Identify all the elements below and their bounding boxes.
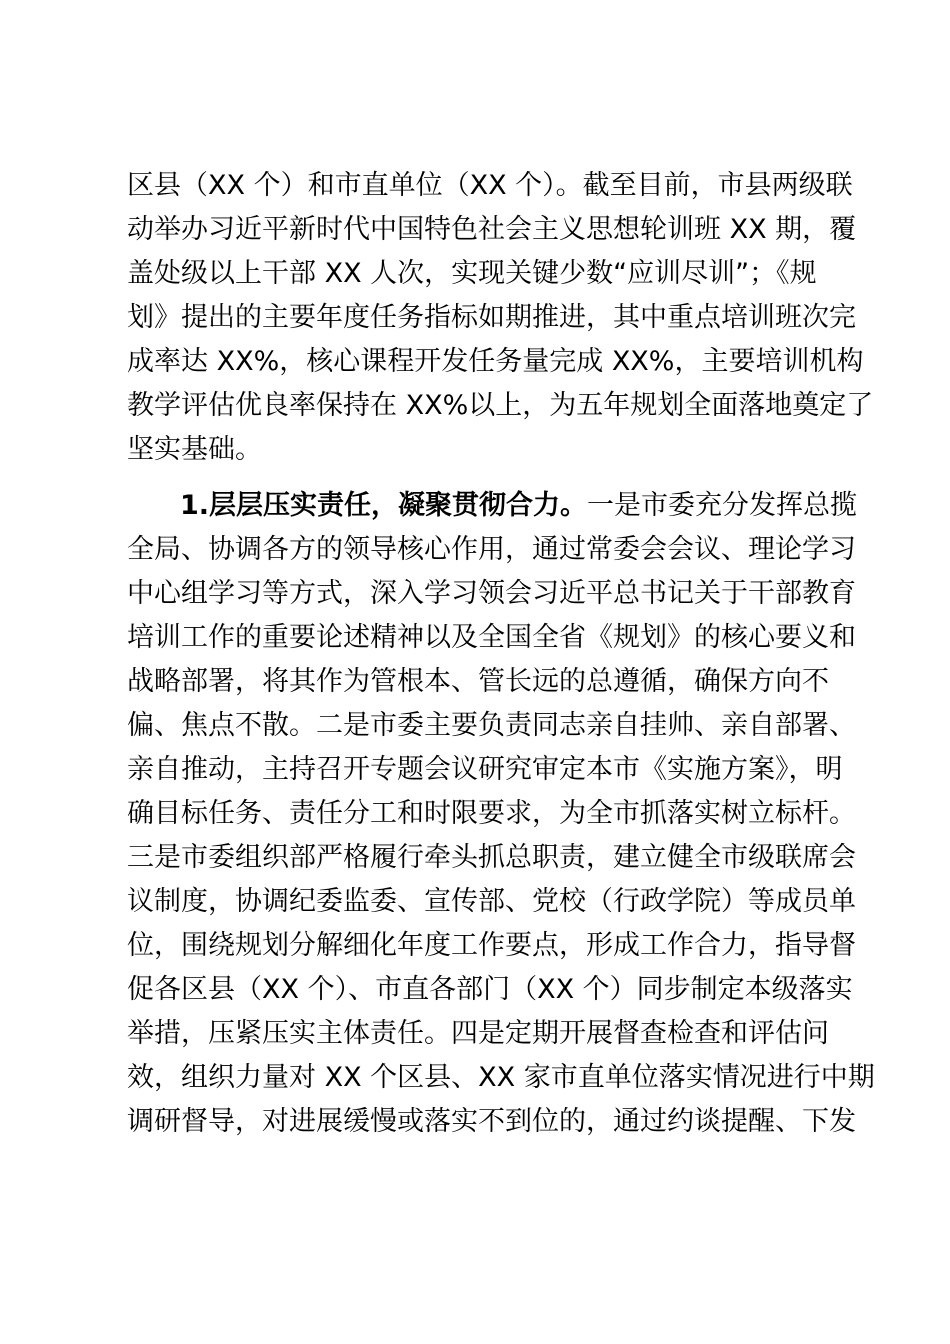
- text-line: 动举办习近平新时代中国特色社会主义思想轮训班 XX 期，覆: [127, 214, 857, 245]
- text-line: 效，组织力量对 XX 个区县、XX 家市直单位落实情况进行中期: [127, 1062, 875, 1093]
- text-line: 议制度，协调纪委监委、宣传部、党校（行政学院）等成员单: [127, 886, 856, 917]
- text-line: 全局、协调各方的领导核心作用，通过常委会会议、理论学习: [127, 534, 856, 565]
- text-line: 坚实基础。: [127, 434, 262, 465]
- text-line: 教学评估优良率保持在 XX%以上，为五年规划全面落地奠定了: [127, 390, 874, 421]
- text-line: 中心组学习等方式，深入学习领会习近平总书记关于干部教育: [127, 578, 856, 609]
- section-first-line: [180, 484, 857, 528]
- text-line: 区县（XX 个）和市直单位（XX 个）。截至目前，市县两级联: [127, 170, 853, 201]
- text-line: 偏、焦点不散。二是市委主要负责同志亲自挂帅、亲自部署、: [127, 710, 856, 741]
- text-line: 战略部署，将其作为管根本、管长远的总遵循，确保方向不: [127, 666, 829, 697]
- text-line: 举措，压紧压实主体责任。四是定期开展督查检查和评估问: [127, 1018, 829, 1049]
- text-line: 亲自推动，主持召开专题会议研究审定本市《实施方案》，明: [127, 754, 843, 785]
- text-line: 三是市委组织部严格履行牵头抓总职责，建立健全市级联席会: [127, 842, 856, 873]
- text-line: 位，围绕规划分解细化年度工作要点，形成工作合力，指导督: [127, 930, 856, 961]
- text-line: 培训工作的重要论述精神以及全国全省《规划》的核心要义和: [127, 622, 856, 653]
- text-line: 成率达 XX%，核心课程开发任务量完成 XX%，主要培训机构: [127, 346, 864, 377]
- text-line: 调研督导，对进展缓慢或落实不到位的，通过约谈提醒、下发: [127, 1106, 856, 1137]
- text-line: 划》提出的主要年度任务指标如期推进，其中重点培训班次完: [127, 302, 856, 333]
- text-line: 促各区县（XX 个）、市直各部门（XX 个）同步制定本级落实: [127, 974, 853, 1005]
- text-line: 确目标任务、责任分工和时限要求，为全市抓落实树立标杆。: [127, 798, 856, 829]
- text-line: 盖处级以上干部 XX 人次，实现关键少数“应训尽训”；《规: [127, 258, 817, 289]
- section-heading: 1.层层压实责任，凝聚贯彻合力。: [180, 490, 588, 521]
- section-first-line-text: 一是市委充分发挥总揽: [587, 490, 858, 521]
